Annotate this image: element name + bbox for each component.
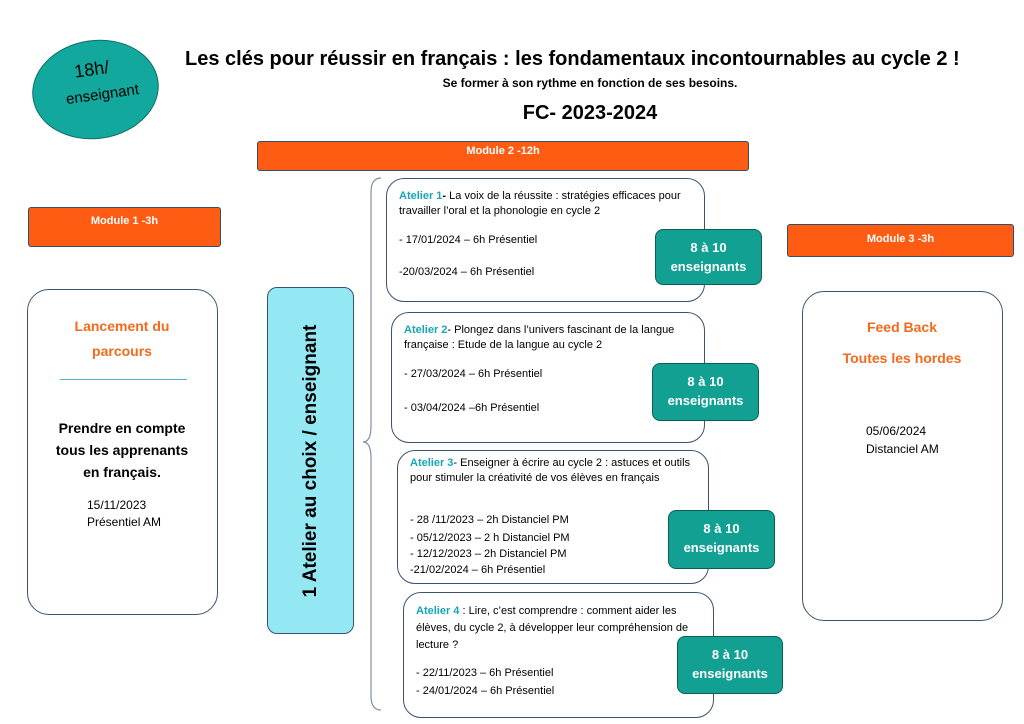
launch-heading-1: Lancement du (74, 318, 170, 334)
atelier-1-separator: - (442, 190, 450, 202)
launch-body-3: en français. (83, 464, 161, 480)
atelier-4-separator: : (459, 605, 469, 617)
atelier-4-card (403, 592, 714, 718)
atelier-3-date-4: -21/02/2024 – 6h Présentiel (410, 564, 546, 576)
launch-body-2: tous les apprenants (55, 442, 189, 458)
atelier-3-date-3: - 12/12/2023 – 2h Distanciel PM (410, 548, 567, 560)
launch-heading-2: parcours (92, 343, 152, 359)
training-period: FC- 2023-2024 (522, 102, 658, 124)
launch-mode: Présentiel AM (87, 515, 162, 529)
feedback-card (802, 291, 1003, 621)
participants-count-3: 8 à 10 (703, 521, 740, 536)
divider (60, 379, 187, 380)
atelier-choice-text: 1 Atelier au choix / enseignant (299, 324, 321, 597)
participants-count-1: 8 à 10 (690, 240, 727, 255)
feedback-mode: Distanciel AM (866, 442, 939, 456)
launch-body-1: Prendre en compte (58, 420, 186, 436)
participants-unit-1: enseignants (670, 259, 747, 274)
atelier-1-date-2: -20/03/2024 – 6h Présentiel (399, 266, 535, 278)
module-2-bar: Module 2 -12h (257, 141, 749, 171)
duration-badge (26, 32, 166, 148)
grouping-brace (355, 176, 385, 712)
page-subtitle: Se former à son rythme en fonction de ses besoins. (442, 76, 738, 90)
participants-unit-4: enseignants (692, 666, 768, 681)
atelier-3-text (410, 456, 696, 486)
atelier-1-text (399, 189, 692, 219)
module-3-bar: Module 3 -3h (787, 224, 1014, 257)
feedback-heading-1: Feed Back (866, 319, 938, 335)
atelier-4-description: Lire, c’est comprendre : comment aider les élèves, du cycle 2, à développer leur compréhension de lecture ? (416, 605, 689, 651)
participants-unit-2: enseignants (667, 393, 744, 408)
badge-unit: enseignant (64, 81, 141, 109)
atelier-3-card (397, 450, 709, 584)
atelier-1-date-1: - 17/01/2024 – 6h Présentiel (399, 234, 538, 246)
atelier-2-date-2: - 03/04/2024 –6h Présentiel (404, 402, 540, 414)
feedback-date: 05/06/2024 (866, 424, 927, 438)
atelier-4-text (416, 603, 701, 654)
badge-hours: 18h/ (72, 56, 111, 82)
launch-date: 15/11/2023 (87, 498, 147, 512)
launch-card (27, 289, 218, 615)
participants-count-2: 8 à 10 (687, 374, 724, 389)
atelier-3-date-1: - 28 /11/2023 – 2h Distanciel PM (410, 514, 569, 526)
participants-box-3 (668, 510, 775, 569)
atelier-3-description: Enseigner à écrire au cycle 2 : astuces et outils pour stimuler la créativité de vos élèves en français (410, 457, 691, 484)
atelier-4-date-1: - 22/11/2023 – 6h Présentiel (416, 667, 554, 679)
atelier-choice-label (267, 287, 354, 634)
participants-box-1 (655, 229, 762, 285)
atelier-1-name: Atelier 1 (399, 190, 443, 202)
participants-box-4 (677, 636, 783, 694)
participants-unit-3: enseignants (683, 540, 760, 555)
feedback-heading-2: Toutes les hordes (842, 350, 962, 366)
atelier-3-date-2: - 05/12/2023 – 2 h Distanciel PM (410, 532, 570, 544)
atelier-2-name: Atelier 2 (404, 324, 448, 336)
participants-box-2 (652, 363, 759, 421)
atelier-3-name: Atelier 3 (410, 457, 454, 469)
atelier-4-name: Atelier 4 (416, 605, 460, 617)
page-title: Les clés pour réussir en français : les fondamentaux incontournables au cycle 2 ! (185, 48, 960, 70)
atelier-1-description: La voix de la réussite : stratégies efficaces pour travailler l’oral et la phonologie en cycle 2 (399, 190, 681, 217)
atelier-3-separator: - (453, 457, 461, 469)
atelier-2-date-1: - 27/03/2024 – 6h Présentiel (404, 368, 543, 380)
atelier-2-description: Plongez dans l’univers fascinant de la langue française : Etude de la langue au cycle 2 (404, 324, 675, 351)
atelier-2-separator: - (447, 324, 455, 336)
participants-count-4: 8 à 10 (711, 647, 749, 662)
atelier-2-text (404, 323, 692, 353)
atelier-4-date-2: - 24/01/2024 – 6h Présentiel (416, 685, 555, 697)
module-1-bar: Module 1 -3h (28, 207, 221, 247)
